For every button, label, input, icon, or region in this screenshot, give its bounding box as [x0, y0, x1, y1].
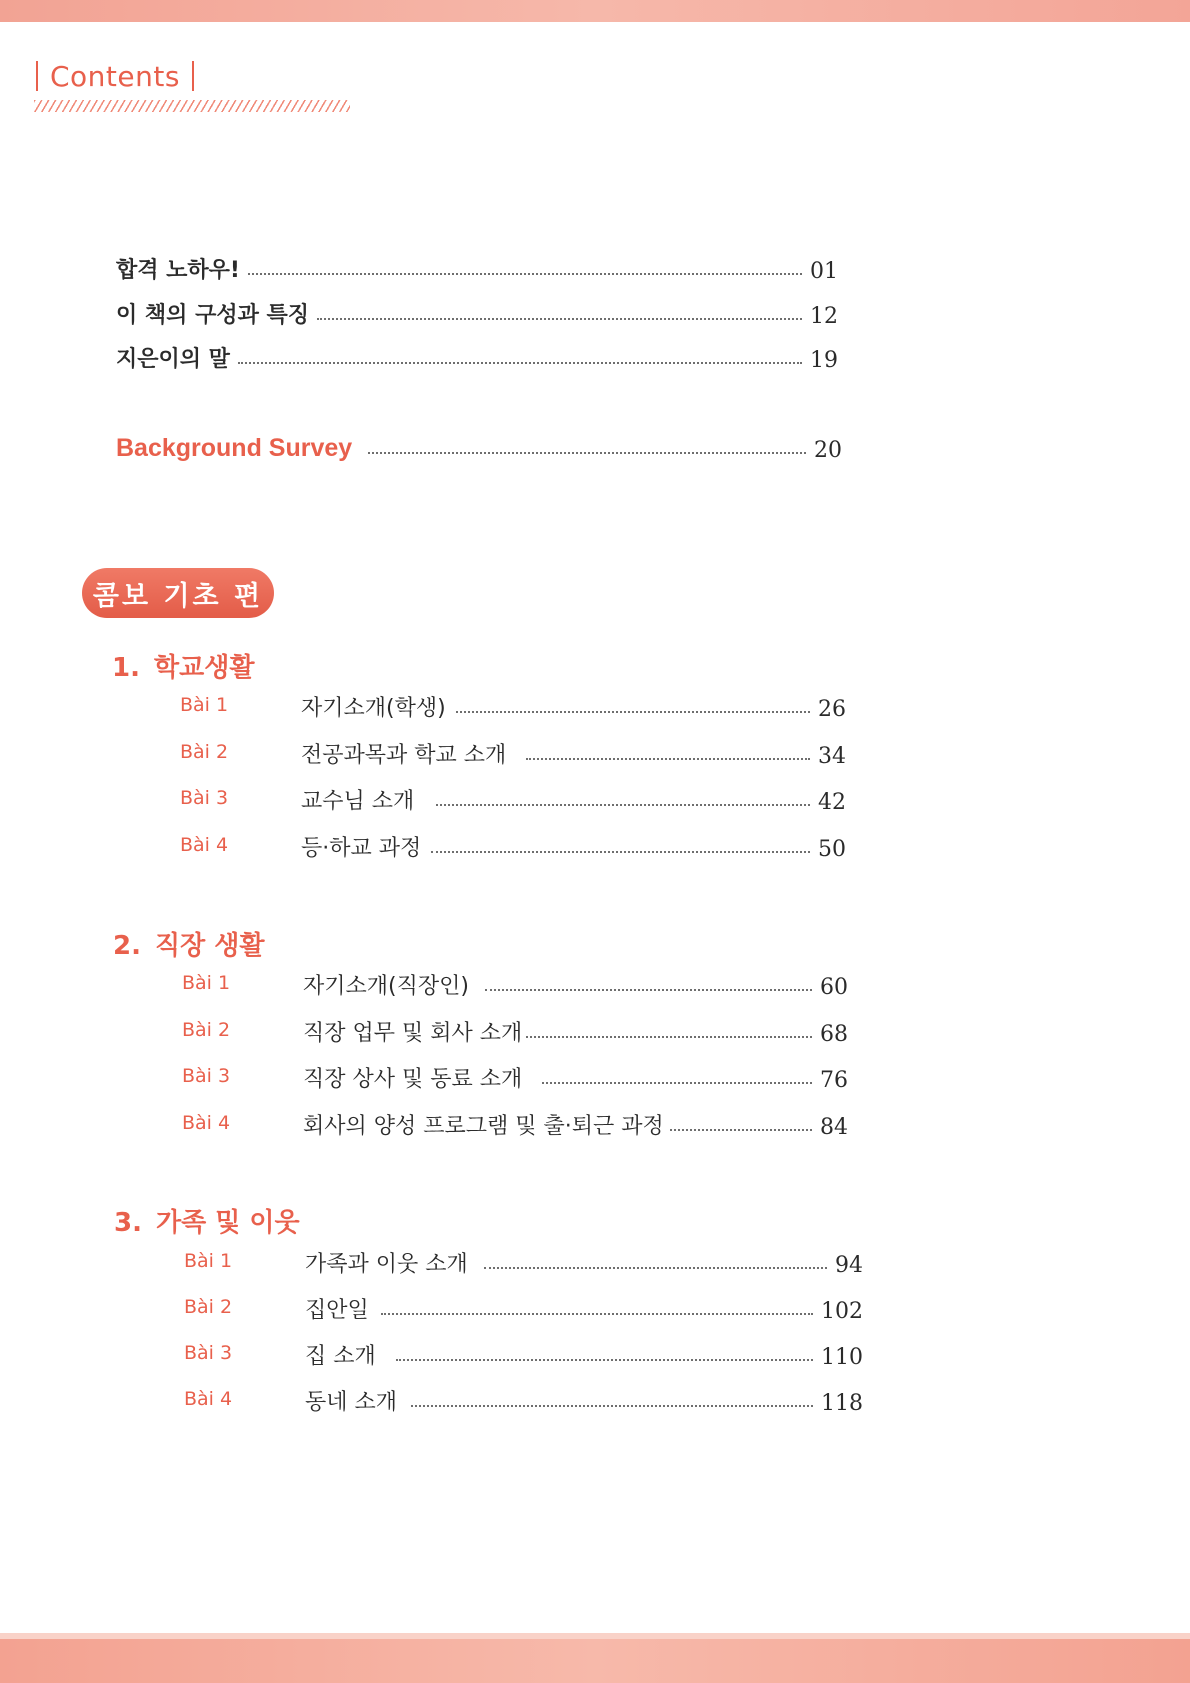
lesson-page: 34 [818, 744, 846, 769]
heading-hatch-underline [34, 100, 350, 112]
lesson-line [303, 1106, 848, 1140]
chapter-title: 직장 생활 [154, 931, 265, 961]
heading-right-bar [192, 61, 194, 91]
lesson-number: Bài 1 [180, 694, 229, 716]
lesson-line [303, 966, 848, 1000]
lesson-line [301, 735, 846, 769]
dot-leader [542, 1082, 812, 1084]
lesson-number: Bài 4 [182, 1112, 231, 1134]
toc-entry-background-survey[interactable] [116, 427, 842, 463]
lesson-number: Bài 3 [184, 1342, 233, 1364]
lesson-page: 94 [835, 1253, 863, 1278]
lesson-title: 직장 업무 및 회사 소개 [303, 1021, 523, 1046]
dot-leader [431, 851, 810, 853]
chapter-heading-3 [114, 1202, 300, 1239]
lesson-page: 42 [818, 790, 846, 815]
lesson-title: 전공과목과 학교 소개 [301, 743, 507, 768]
lesson-title: 자기소개(학생) [301, 696, 446, 721]
lesson-line [301, 828, 846, 862]
lesson-page: 50 [818, 837, 846, 862]
lesson-number: Bài 3 [182, 1065, 231, 1087]
chapter-number: 1. [112, 653, 140, 683]
lesson-line [305, 1336, 863, 1370]
toc-entry-page: 19 [810, 348, 838, 373]
toc-entry-page: 12 [810, 304, 838, 329]
lesson-page: 102 [821, 1299, 863, 1324]
lesson-line [305, 1290, 863, 1324]
dot-leader [396, 1359, 813, 1361]
lesson-entry-3-2[interactable] [184, 1290, 863, 1324]
lesson-title: 직장 상사 및 동료 소개 [303, 1067, 523, 1092]
dot-leader [456, 711, 810, 713]
lesson-entry-2-3[interactable] [182, 1059, 848, 1093]
bottom-decorative-band [0, 1633, 1190, 1683]
lesson-title: 집 소개 [305, 1344, 376, 1369]
chapter-number: 3. [114, 1208, 142, 1238]
lesson-entry-1-2[interactable] [180, 735, 846, 769]
chapter-title: 가족 및 이웃 [155, 1208, 300, 1238]
lesson-number: Bài 1 [184, 1250, 233, 1272]
lesson-title: 동네 소개 [305, 1390, 398, 1415]
lesson-line [303, 1013, 848, 1047]
dot-leader [526, 758, 810, 760]
lesson-number: Bài 2 [182, 1019, 231, 1041]
lesson-entry-2-2[interactable] [182, 1013, 848, 1047]
lesson-title: 집안일 [305, 1298, 369, 1323]
toc-entry-title: 지은이의 말 [116, 347, 230, 372]
dot-leader [381, 1313, 813, 1315]
lesson-number: Bài 4 [180, 834, 229, 856]
lesson-line [301, 688, 846, 722]
lesson-entry-2-1[interactable] [182, 966, 848, 1000]
toc-entry-front-2[interactable] [116, 295, 838, 329]
dot-leader [436, 804, 810, 806]
lesson-line [303, 1059, 848, 1093]
chapter-heading-1 [112, 647, 254, 684]
chapter-title: 학교생활 [153, 653, 255, 683]
dot-leader [526, 1036, 812, 1038]
dot-leader [317, 318, 802, 320]
lesson-entry-2-4[interactable] [182, 1106, 848, 1140]
lesson-title: 교수님 소개 [301, 789, 415, 814]
dot-leader [248, 273, 802, 275]
part-badge: 콤보 기초 편 [82, 568, 274, 618]
lesson-number: Bài 2 [180, 741, 229, 763]
chapter-number: 2. [113, 931, 141, 961]
lesson-number: Bài 1 [182, 972, 231, 994]
lesson-title: 가족과 이웃 소개 [305, 1252, 468, 1277]
lesson-page: 60 [820, 975, 848, 1000]
lesson-page: 26 [818, 697, 846, 722]
contents-label: Contents [50, 59, 180, 93]
lesson-number: Bài 3 [180, 787, 229, 809]
lesson-line [301, 781, 846, 815]
lesson-page: 84 [820, 1115, 848, 1140]
lesson-page: 118 [821, 1391, 863, 1416]
lesson-number: Bài 2 [184, 1296, 233, 1318]
lesson-entry-1-1[interactable] [180, 688, 846, 722]
dot-leader [670, 1129, 812, 1131]
lesson-page: 68 [820, 1022, 848, 1047]
dot-leader [368, 452, 806, 454]
lesson-entry-1-3[interactable] [180, 781, 846, 815]
lesson-line [305, 1244, 863, 1278]
lesson-page: 110 [821, 1345, 863, 1370]
toc-entry-page: 01 [810, 259, 838, 284]
dot-leader [238, 362, 802, 364]
lesson-line [305, 1382, 863, 1416]
toc-entry-title: 이 책의 구성과 특징 [116, 303, 309, 328]
lesson-entry-1-4[interactable] [180, 828, 846, 862]
lesson-title: 회사의 양성 프로그램 및 출·퇴근 과정 [303, 1114, 664, 1139]
contents-heading [36, 58, 194, 94]
lesson-title: 자기소개(직장인) [303, 974, 469, 999]
lesson-number: Bài 4 [184, 1388, 233, 1410]
lesson-entry-3-4[interactable] [184, 1382, 863, 1416]
chapter-heading-2 [113, 925, 265, 962]
dot-leader [484, 1267, 827, 1269]
lesson-entry-3-3[interactable] [184, 1336, 863, 1370]
dot-leader [411, 1405, 813, 1407]
toc-entry-page: 20 [814, 438, 842, 463]
toc-entry-front-3[interactable] [116, 339, 838, 373]
dot-leader [485, 989, 812, 991]
toc-entry-title: 합격 노하우! [116, 258, 240, 283]
lesson-page: 76 [820, 1068, 848, 1093]
toc-entry-front-1[interactable] [116, 250, 838, 284]
toc-entry-title: Background Survey [116, 434, 353, 462]
lesson-entry-3-1[interactable] [184, 1244, 863, 1278]
lesson-title: 등·하교 과정 [301, 836, 422, 861]
top-decorative-band [0, 0, 1190, 22]
